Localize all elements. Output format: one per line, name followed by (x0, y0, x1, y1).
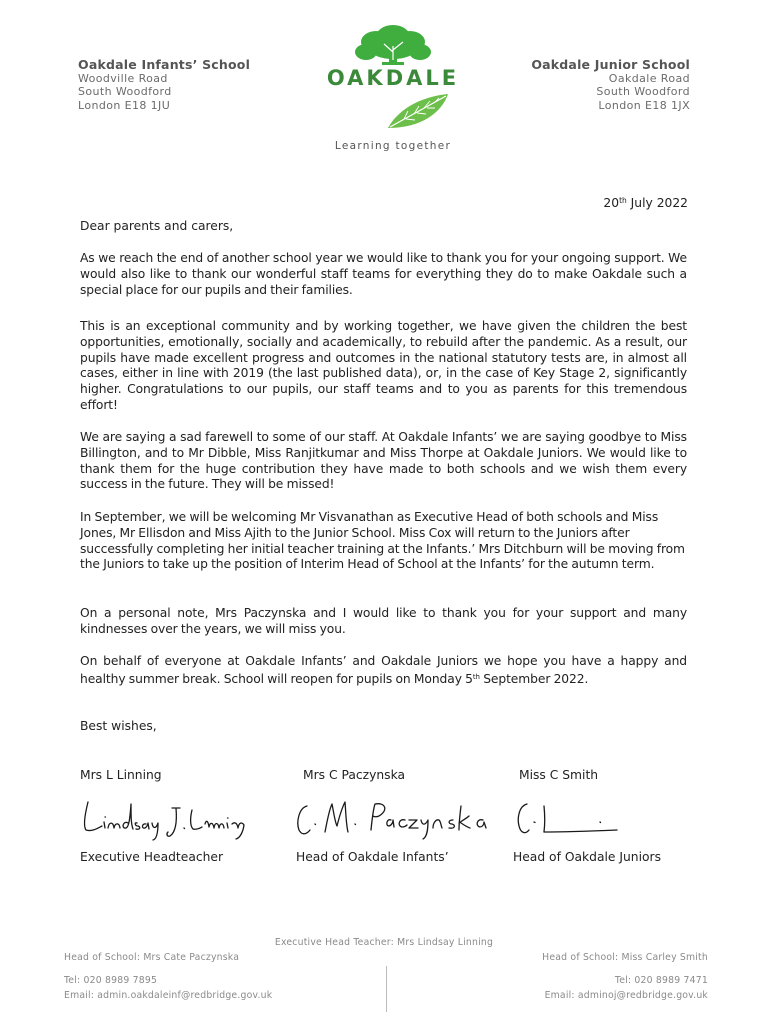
infants-school-address (78, 58, 250, 112)
footer-juniors-tel: Tel: 020 8989 7471 (614, 975, 708, 986)
logo-tagline: Learning together (334, 140, 452, 152)
letter-date (603, 193, 688, 212)
footer-juniors-email: Email: adminoj@redbridge.gov.uk (544, 990, 708, 1001)
date-month-year: July 2022 (626, 196, 688, 210)
infants-address-line: Woodville Road (78, 71, 168, 85)
signature-linning (80, 792, 255, 844)
signature-paczynska (293, 792, 493, 844)
paragraph-new-staff: In September, we will be welcoming Mr Visvanathan as Executive Head of both schools and Miss Jones, Mr Ellisdon and Miss Ajith to the Junior School. Miss Cox will return to the Juniors after successfully completing her initial teacher training at the Infants.’ Mrs Ditchburn will be moving from the Juniors to take up the position of Interim Head of School at the Infants’ for the autumn term. (80, 510, 685, 572)
oakdale-logo (318, 20, 468, 152)
footer-juniors-head: Head of School: Miss Carley Smith (542, 952, 708, 963)
signature-smith (513, 792, 633, 844)
juniors-school-address (531, 58, 690, 112)
footer-infants-tel: Tel: 020 8989 7895 (64, 975, 158, 986)
reopen-date-suffix: th (472, 672, 480, 681)
footer-divider (386, 966, 387, 1012)
infants-school-name: Oakdale Infants’ School (78, 57, 251, 72)
infants-address-line: London E18 1JU (78, 98, 171, 112)
date-day: 20 (603, 196, 620, 210)
paragraph-farewells: We are saying a sad farewell to some of our staff. At Oakdale Infants’ we are saying goodbye to Miss Billington, and to Mr Dibble, Miss Ranjitkumar and Miss Thorpe at Oakdale Juniors. We would like to thank them for the huge contribution they have made to both schools and we wish them every success in the future. They will be missed! (80, 430, 687, 492)
salutation: Dear parents and carers, (80, 219, 234, 233)
closing: Best wishes, (80, 719, 157, 733)
paragraph-summer-break (80, 654, 687, 688)
summer-break-text: On behalf of everyone at Oakdale Infants’ and Oakdale Juniors we hope you have a happy and healthy summer break. School will reopen for pupils on Monday 5 (80, 654, 687, 686)
juniors-address-line: South Woodford (596, 85, 690, 98)
signatory-name: Miss C Smith (519, 768, 599, 782)
signatory-name: Mrs L Linning (80, 768, 162, 782)
juniors-school-name: Oakdale Junior School (531, 57, 690, 72)
paragraph-achievements: This is an exceptional community and by working together, we have given the children the best opportunities, emotionally, socially and academically, to rebuild after the pandemic. As a result, our pupils have made excellent progress and outcomes in the national statutory tests are, in almost all cases, either in line with 2019 (the last published data), or, in the case of Key Stage 2, significantly higher. Congratulations to our pupils, our staff teams and to you as parents for this tremendous effort! (80, 319, 687, 412)
signatory-role: Head of Oakdale Juniors (513, 850, 662, 864)
juniors-address-line: London E18 1JX (598, 98, 690, 112)
signatory-role: Head of Oakdale Infants’ (296, 850, 449, 864)
signatory-role: Executive Headteacher (80, 850, 224, 864)
reopen-date-rest: September 2022. (479, 671, 589, 686)
footer-infants-email: Email: admin.oakdaleinf@redbridge.gov.uk (64, 990, 273, 1001)
infants-address-line: South Woodford (78, 85, 172, 98)
signatory-name: Mrs C Paczynska (303, 768, 406, 782)
footer-executive-head: Executive Head Teacher: Mrs Lindsay Linning (274, 937, 494, 948)
paragraph-thanks: As we reach the end of another school year we would like to thank you for your ongoing support. We would also like to thank our wonderful staff teams for everything they do to make Oakdale such a special place for our pupils and their families. (80, 251, 687, 297)
date-suffix: th (619, 196, 627, 205)
footer-infants-head: Head of School: Mrs Cate Paczynska (64, 952, 240, 963)
juniors-address-line: Oakdale Road (608, 71, 690, 85)
logo-wordmark: OAKDALE (326, 66, 460, 90)
paragraph-personal-note: On a personal note, Mrs Paczynska and I would like to thank you for your support and many kindnesses over the years, we will miss you. (80, 606, 687, 636)
